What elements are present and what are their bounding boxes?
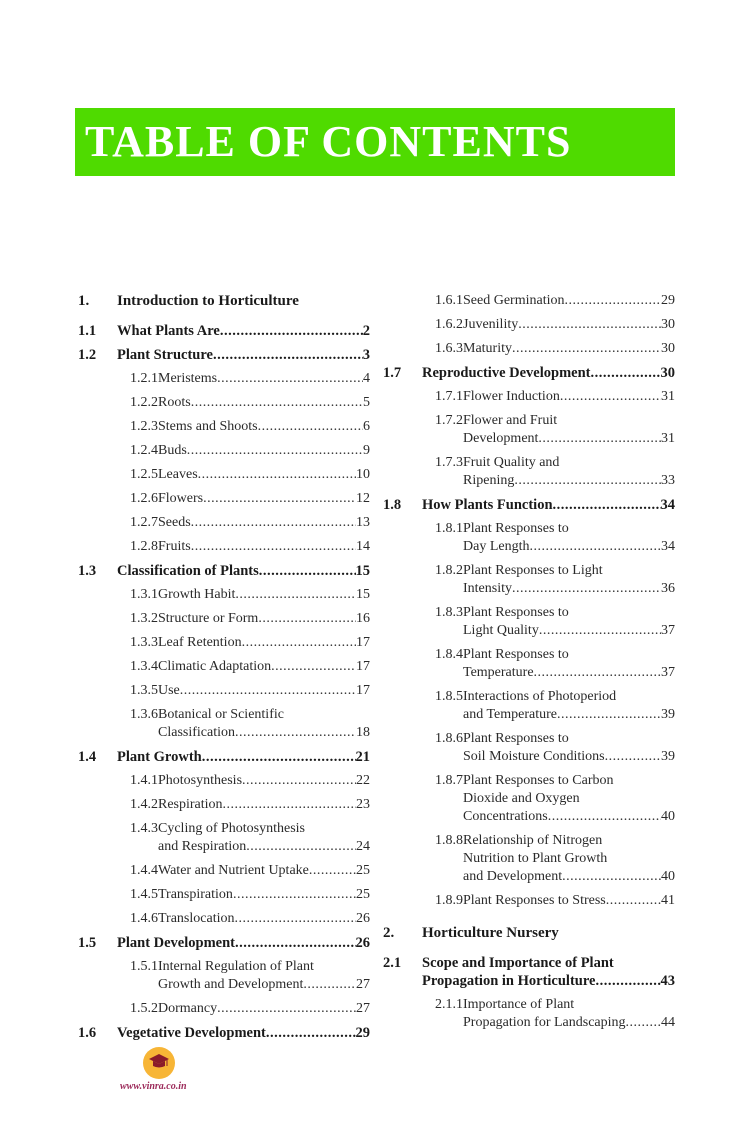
toc-title: Plant Structure: [117, 347, 213, 363]
toc-left-column: [78, 292, 370, 1048]
dot-leader: [191, 514, 356, 532]
dot-leader: [191, 538, 356, 556]
toc-subsection[interactable]: [383, 892, 675, 910]
toc-title: Roots: [158, 395, 191, 410]
toc-title: Vegetative Development: [117, 1025, 266, 1041]
toc-number: 1.4.3: [130, 821, 158, 836]
dot-leader: [191, 394, 363, 412]
dot-leader: [235, 934, 356, 952]
page-number: 16: [356, 611, 370, 626]
toc-subsection[interactable]: [78, 1000, 370, 1018]
toc-banner: [75, 108, 675, 176]
dot-leader: [605, 748, 661, 766]
toc-section[interactable]: [383, 496, 675, 514]
page-number: 30: [661, 341, 675, 356]
toc-title: Botanical or Scientific: [158, 707, 284, 722]
dot-leader: [258, 610, 356, 628]
toc-title: Plant Responses to Stress: [463, 893, 606, 908]
toc-number: 1.4.1: [130, 773, 158, 788]
toc-title: Classification: [158, 725, 235, 740]
toc-title: Classification of Plants: [117, 563, 259, 579]
toc-number: 1.2: [78, 347, 97, 363]
toc-subsection[interactable]: [78, 442, 370, 460]
toc-title: Propagation in Horticulture: [422, 973, 596, 989]
toc-section[interactable]: [78, 346, 370, 364]
dot-leader: [187, 442, 363, 460]
toc-title: Horticulture Nursery: [422, 925, 559, 941]
toc-number: 1.2.5: [130, 467, 158, 482]
page-number: 33: [661, 473, 675, 488]
toc-number: 2.1: [383, 955, 402, 971]
toc-subsection[interactable]: [78, 772, 370, 790]
toc-title: Buds: [158, 443, 187, 458]
page-number: 22: [356, 773, 370, 788]
toc-subsection[interactable]: [383, 454, 675, 490]
toc-subsection[interactable]: [78, 886, 370, 904]
page-number: 17: [356, 659, 370, 674]
toc-section[interactable]: [383, 954, 675, 990]
toc-title: Leaf Retention: [158, 635, 242, 650]
toc-subsection[interactable]: [383, 412, 675, 448]
toc-subsection[interactable]: [78, 682, 370, 700]
page-number: 37: [661, 623, 675, 638]
page-number: 27: [356, 1001, 370, 1016]
toc-section[interactable]: [78, 934, 370, 952]
toc-number: 1.3.3: [130, 635, 158, 650]
toc-subsection[interactable]: [383, 520, 675, 556]
toc-number: 1.6.1: [435, 293, 463, 308]
page-number: 26: [356, 911, 370, 926]
toc-subsection[interactable]: [383, 688, 675, 724]
dot-leader: [233, 886, 356, 904]
toc-number: 1.8.1: [435, 521, 463, 536]
toc-title: Flower and Fruit: [463, 413, 558, 428]
dot-leader: [223, 796, 356, 814]
toc-number: 1.4: [78, 749, 97, 765]
toc-title: Importance of Plant: [463, 997, 575, 1012]
toc-number: 1.5.2: [130, 1001, 158, 1016]
dot-leader: [220, 322, 363, 340]
dot-leader: [180, 682, 356, 700]
page-number: 2: [362, 323, 370, 339]
toc-number: 1.: [78, 293, 90, 309]
page-number: 36: [661, 581, 675, 596]
page-number: 23: [356, 797, 370, 812]
toc-title: How Plants Function: [422, 497, 553, 513]
page-number: 31: [661, 389, 675, 404]
dot-leader: [626, 1014, 661, 1032]
page-number: 30: [660, 365, 675, 381]
dot-leader: [553, 496, 661, 514]
dot-leader: [202, 748, 356, 766]
page-number: 14: [356, 539, 370, 554]
page-number: 25: [356, 887, 370, 902]
toc-number: 1.4.4: [130, 863, 158, 878]
toc-number: 1.7.2: [435, 413, 463, 428]
page-title: TABLE OF CONTENTS: [85, 117, 572, 166]
toc-title: Day Length: [463, 539, 530, 554]
page-number: 25: [356, 863, 370, 878]
toc-section[interactable]: [78, 562, 370, 580]
toc-title: Plant Development: [117, 935, 235, 951]
toc-title: Growth and Development: [158, 977, 304, 992]
page-number: 44: [661, 1015, 675, 1030]
toc-number: 1.3.5: [130, 683, 158, 698]
toc-number: 1.7.3: [435, 455, 463, 470]
toc-title: Plant Responses to: [463, 731, 569, 746]
page-number: 17: [356, 635, 370, 650]
page-number: 15: [356, 587, 370, 602]
toc-title: Seeds: [158, 515, 191, 530]
toc-title: Intensity: [463, 581, 512, 596]
dot-leader: [529, 538, 661, 556]
toc-title: Fruits: [158, 539, 191, 554]
dot-leader: [217, 370, 363, 388]
toc-subsection[interactable]: [78, 370, 370, 388]
toc-title: Scope and Importance of Plant: [422, 955, 614, 971]
toc-subsection[interactable]: [78, 634, 370, 652]
dot-leader: [271, 658, 356, 676]
toc-subsection[interactable]: [383, 604, 675, 640]
page-number: 18: [356, 725, 370, 740]
toc-title: and Temperature: [463, 707, 557, 722]
toc-number: 1.6.2: [435, 317, 463, 332]
toc-number: 1.4.2: [130, 797, 158, 812]
toc-subsection[interactable]: [78, 862, 370, 880]
page-number: 29: [661, 293, 675, 308]
toc-title: Photosynthesis: [158, 773, 243, 788]
toc-subsection[interactable]: [78, 706, 370, 742]
toc-number: 1.8.3: [435, 605, 463, 620]
toc-number: 2.: [383, 925, 395, 941]
dot-leader: [203, 490, 356, 508]
toc-number: 1.8.2: [435, 563, 463, 578]
toc-title: Respiration: [158, 797, 223, 812]
page-number: 13: [356, 515, 370, 530]
toc-section[interactable]: [78, 322, 370, 340]
toc-title: Fruit Quality and: [463, 455, 560, 470]
dot-leader: [548, 808, 661, 826]
page-number: 41: [661, 893, 675, 908]
toc-number: 1.3.4: [130, 659, 158, 674]
toc-subsection[interactable]: [78, 586, 370, 604]
toc-subsection[interactable]: [78, 910, 370, 928]
toc-title: and Respiration: [158, 839, 247, 854]
toc-number: 1.3.2: [130, 611, 158, 626]
toc-title: Flowers: [158, 491, 204, 506]
toc-title: Plant Responses to Light: [463, 563, 603, 578]
page-number: 39: [661, 707, 675, 722]
dot-leader: [595, 972, 660, 990]
toc-subsection[interactable]: [383, 772, 675, 826]
toc-title: Plant Responses to Carbon: [463, 773, 614, 788]
page-number: 17: [356, 683, 370, 698]
toc-title: Development: [463, 431, 539, 446]
toc-title: Translocation: [158, 911, 235, 926]
toc-number: 1.3: [78, 563, 97, 579]
toc-subsection[interactable]: [78, 418, 370, 436]
toc-number: 1.8.6: [435, 731, 463, 746]
toc-title: Cycling of Photosynthesis: [158, 821, 306, 836]
toc-title: Juvenility: [463, 317, 519, 332]
dot-leader: [213, 346, 363, 364]
dot-leader: [564, 292, 661, 310]
toc-subsection[interactable]: [78, 958, 370, 994]
dot-leader: [259, 562, 356, 580]
toc-title: Stems and Shoots: [158, 419, 258, 434]
toc-title: Maturity: [463, 341, 512, 356]
dot-leader: [518, 316, 661, 334]
toc-number: 1.2.6: [130, 491, 158, 506]
toc-number: 1.2.2: [130, 395, 158, 410]
page-number: 5: [363, 395, 370, 410]
toc-subsection[interactable]: [78, 796, 370, 814]
toc-number: 1.8.7: [435, 773, 463, 788]
toc-subsection[interactable]: [383, 646, 675, 682]
toc-title: What Plants Are: [117, 323, 220, 339]
toc-number: 1.6: [78, 1025, 97, 1041]
toc-number: 1.8.5: [435, 689, 463, 704]
dot-leader: [303, 976, 356, 994]
toc-title: Concentrations: [463, 809, 548, 824]
toc-title: Plant Responses to: [463, 521, 569, 536]
toc-subsection[interactable]: [78, 490, 370, 508]
toc-title: Reproductive Development: [422, 365, 591, 381]
page-number: 21: [355, 749, 370, 765]
toc-section[interactable]: [78, 1024, 370, 1042]
page-number: 3: [362, 347, 370, 363]
toc-subsection[interactable]: [78, 394, 370, 412]
toc-number: 1.2.1: [130, 371, 158, 386]
toc-section[interactable]: [383, 364, 675, 382]
toc-title: Relationship of Nitrogen: [463, 833, 603, 848]
page-number: 9: [363, 443, 370, 458]
toc-number: 1.2.8: [130, 539, 158, 554]
toc-number: 1.1: [78, 323, 97, 339]
toc-title: and Development: [463, 869, 563, 884]
toc-title: Nutrition to Plant Growth: [463, 851, 608, 866]
toc-number: 1.2.3: [130, 419, 158, 434]
toc-subsection[interactable]: [383, 562, 675, 598]
dot-leader: [242, 634, 356, 652]
toc-title: Dormancy: [158, 1001, 218, 1016]
toc-title: Growth Habit: [158, 587, 236, 602]
toc-subsection[interactable]: [383, 340, 675, 358]
toc-subsection[interactable]: [78, 610, 370, 628]
toc-subsection[interactable]: [383, 316, 675, 334]
page-number: 40: [661, 869, 675, 884]
toc-chapter[interactable]: [78, 292, 370, 310]
toc-subsection[interactable]: [383, 832, 675, 886]
toc-number: 1.2.4: [130, 443, 158, 458]
toc-number: 1.8.9: [435, 893, 463, 908]
toc-title: Light Quality: [463, 623, 539, 638]
toc-number: 1.5.1: [130, 959, 158, 974]
page-number: 4: [363, 371, 370, 386]
toc-subsection[interactable]: [383, 292, 675, 310]
toc-title: Introduction to Horticulture: [117, 293, 299, 309]
dot-leader: [514, 472, 661, 490]
dot-leader: [590, 364, 660, 382]
footer-website-link[interactable]: www.vinra.co.in: [120, 1081, 187, 1092]
toc-subsection[interactable]: [78, 466, 370, 484]
dot-leader: [266, 1024, 356, 1042]
dot-leader: [309, 862, 356, 880]
toc-subsection[interactable]: [383, 996, 675, 1032]
toc-number: 1.3.1: [130, 587, 158, 602]
page-number: 40: [661, 809, 675, 824]
page-number: 43: [660, 973, 675, 989]
page-number: 37: [661, 665, 675, 680]
page-number: 27: [356, 977, 370, 992]
page-number: 34: [661, 539, 675, 554]
dot-leader: [258, 418, 363, 436]
toc-subsection[interactable]: [78, 658, 370, 676]
page-number: 29: [355, 1025, 370, 1041]
dot-leader: [242, 772, 356, 790]
toc-title: Ripening: [463, 473, 515, 488]
dot-leader: [538, 430, 661, 448]
toc-right-column: [383, 292, 675, 1038]
toc-title: Water and Nutrient Uptake: [158, 863, 309, 878]
toc-subsection[interactable]: [78, 538, 370, 556]
toc-section[interactable]: [78, 748, 370, 766]
toc-title: Climatic Adaptation: [158, 659, 272, 674]
toc-title: Plant Growth: [117, 749, 202, 765]
dot-leader: [560, 388, 661, 406]
toc-number: 1.5: [78, 935, 97, 951]
dot-leader: [512, 340, 661, 358]
dot-leader: [234, 910, 356, 928]
toc-subsection[interactable]: [383, 388, 675, 406]
toc-number: 1.8: [383, 497, 402, 513]
toc-number: 1.8.8: [435, 833, 463, 848]
page-number: 15: [355, 563, 370, 579]
page-number: 10: [356, 467, 370, 482]
toc-number: 1.4.5: [130, 887, 158, 902]
dot-leader: [246, 838, 356, 856]
toc-title: Structure or Form: [158, 611, 259, 626]
dot-leader: [198, 466, 356, 484]
toc-title: Internal Regulation of Plant: [158, 959, 314, 974]
toc-number: 1.3.6: [130, 707, 158, 722]
toc-number: 1.7.1: [435, 389, 463, 404]
toc-title: Plant Responses to: [463, 647, 569, 662]
toc-number: 1.8.4: [435, 647, 463, 662]
page-number: 24: [356, 839, 370, 854]
toc-title: Temperature: [463, 665, 534, 680]
toc-title: Flower Induction: [463, 389, 560, 404]
toc-title: Transpiration: [158, 887, 233, 902]
toc-title: Leaves: [158, 467, 198, 482]
toc-number: 1.6.3: [435, 341, 463, 356]
page-number: 39: [661, 749, 675, 764]
toc-title: Meristems: [158, 371, 218, 386]
dot-leader: [534, 664, 661, 682]
dot-leader: [217, 1000, 356, 1018]
dot-leader: [235, 586, 356, 604]
dot-leader: [562, 868, 661, 886]
toc-number: 1.2.7: [130, 515, 158, 530]
dot-leader: [235, 724, 356, 742]
dot-leader: [557, 706, 661, 724]
toc-title: Dioxide and Oxygen: [463, 791, 580, 806]
page-number: 6: [363, 419, 370, 434]
toc-title: Interactions of Photoperiod: [463, 689, 617, 704]
toc-title: Propagation for Landscaping: [463, 1015, 626, 1030]
toc-subsection[interactable]: [383, 730, 675, 766]
toc-number: 1.4.6: [130, 911, 158, 926]
page-number: 12: [356, 491, 370, 506]
graduation-cap-logo-icon: [143, 1047, 175, 1079]
toc-title: Soil Moisture Conditions: [463, 749, 605, 764]
toc-title: Use: [158, 683, 180, 698]
dot-leader: [539, 622, 661, 640]
toc-subsection[interactable]: [78, 514, 370, 532]
page-number: 31: [661, 431, 675, 446]
dot-leader: [512, 580, 661, 598]
toc-title: Plant Responses to: [463, 605, 569, 620]
toc-subsection[interactable]: [78, 820, 370, 856]
toc-number: 1.7: [383, 365, 402, 381]
toc-title: Seed Germination: [463, 293, 565, 308]
dot-leader: [606, 892, 661, 910]
page-number: 26: [355, 935, 370, 951]
page-number: 34: [660, 497, 675, 513]
toc-chapter[interactable]: [383, 924, 675, 942]
toc-number: 2.1.1: [435, 997, 463, 1012]
page-number: 30: [661, 317, 675, 332]
